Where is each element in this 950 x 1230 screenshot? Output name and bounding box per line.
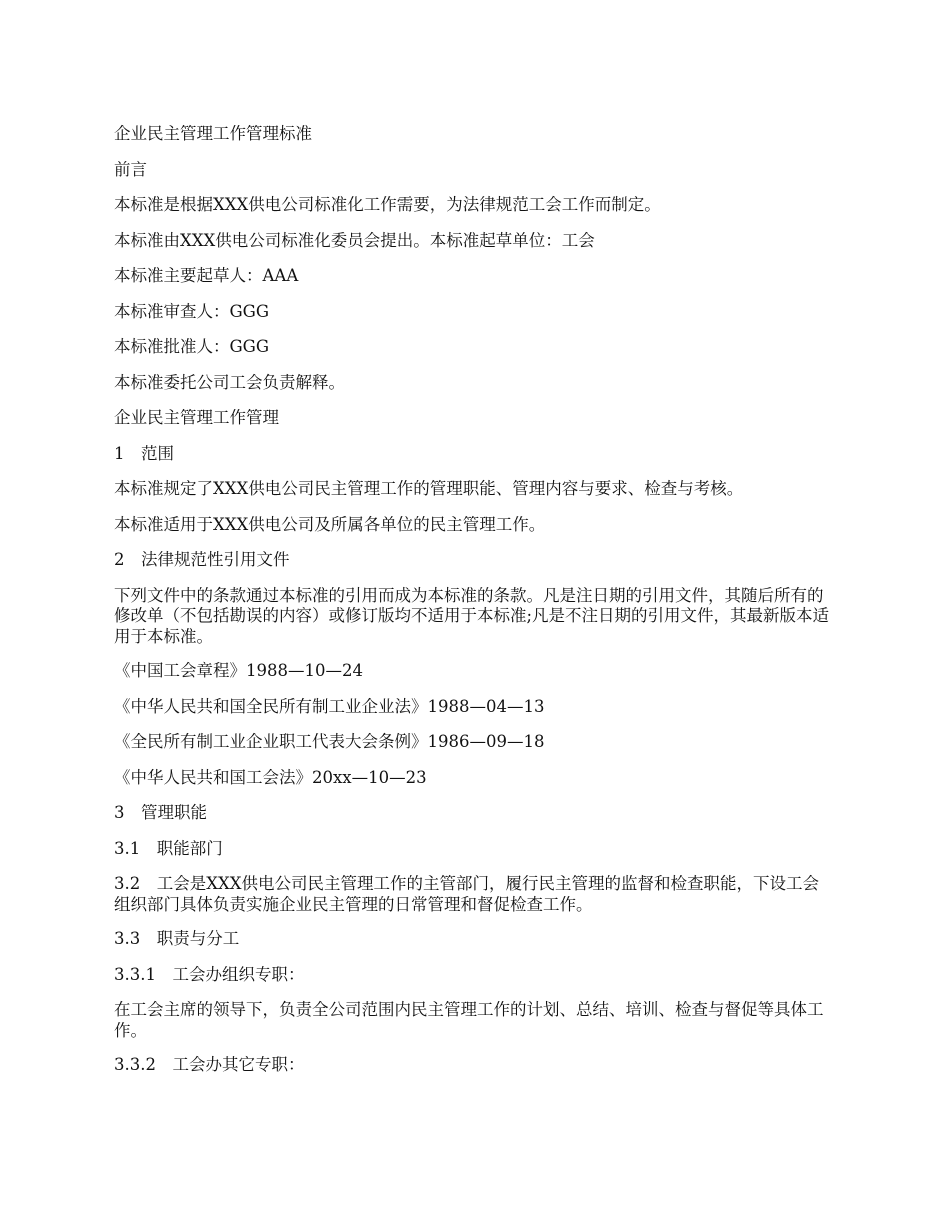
- body-paragraph: 本标准规定了XXX供电公司民主管理工作的管理职能、管理内容与要求、检查与考核。: [114, 479, 744, 498]
- standard-subtitle: 企业民主管理工作管理: [114, 408, 279, 427]
- document-page: [114, 124, 834, 1091]
- foreword-paragraph: 本标准由XXX供电公司标准化委员会提出。本标准起草单位：工会: [114, 230, 595, 250]
- document-title: 企业民主管理工作管理标准: [114, 124, 312, 143]
- subsection-heading: 3.3 职责与分工: [114, 929, 240, 948]
- section-heading: 1 范围: [114, 443, 174, 463]
- body-paragraph: 本标准适用于XXX供电公司及所属各单位的民主管理工作。: [114, 514, 546, 534]
- subsection-heading: 3.1 职能部门: [114, 838, 223, 858]
- reviewer-line: 本标准审查人：GGG: [114, 301, 270, 321]
- section-heading: 3 管理职能: [114, 803, 207, 822]
- body-paragraph: 在工会主席的领导下，负责全公司范围内民主管理工作的计划、总结、培训、检查与督促等具体工作。: [114, 1000, 824, 1040]
- drafter-line: 本标准主要起草人：AAA: [114, 266, 299, 285]
- reference-item: 《中国工会章程》1988—10—24: [114, 661, 363, 680]
- reference-item: 《中华人民共和国全民所有制工业企业法》1988—04—13: [114, 696, 545, 716]
- subsection-heading: 3.3.1 工会办组织专职：: [114, 964, 305, 984]
- interpretation-line: 本标准委托公司工会负责解释。: [114, 372, 345, 392]
- approver-line: 本标准批准人：GGG: [114, 337, 270, 356]
- reference-item: 《中华人民共和国工会法》20xx—10—23: [114, 767, 427, 787]
- reference-item: 《全民所有制工业企业职工代表大会条例》1986—09—18: [114, 732, 545, 751]
- foreword-heading: 前言: [114, 159, 147, 179]
- foreword-paragraph: 本标准是根据XXX供电公司标准化工作需要，为法律规范工会工作而制定。: [114, 195, 661, 214]
- section-heading: 2 法律规范性引用文件: [114, 550, 290, 569]
- body-paragraph: 3.2 工会是XXX供电公司民主管理工作的主管部门，履行民主管理的监督和检查职能，下设工会组织部门具体负责实施企业民主管理的日常管理和督促检查工作。: [114, 874, 819, 914]
- subsection-heading: 3.3.2 工会办其它专职：: [114, 1055, 305, 1074]
- body-paragraph: 下列文件中的条款通过本标准的引用而成为本标准的条款。凡是注日期的引用文件，其随后所有的修改单（不包括勘误的内容）或修订版均不适用于本标准;凡是不注日期的引用文件，其最新版本适用于本标准。: [114, 585, 830, 646]
